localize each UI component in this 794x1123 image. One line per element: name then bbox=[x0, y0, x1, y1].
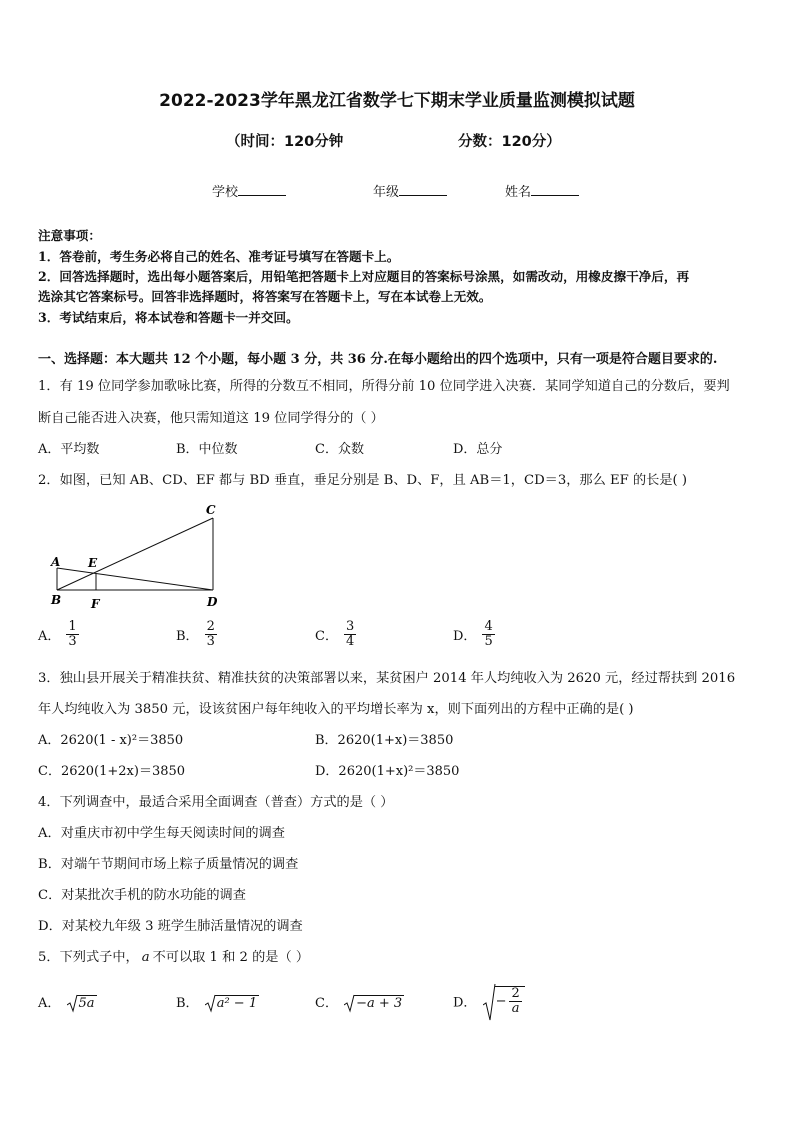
grade-label: 年级 bbox=[373, 185, 400, 200]
q2-figure bbox=[40, 498, 240, 616]
q5-option-b: B． a² − 1 bbox=[176, 992, 259, 1011]
q2-line1: 2．如图，已知 AB、CD、EF 都与 BD 垂直，垂足分别是 B、D、F，且 AB＝1，CD＝3，那么 EF 的长是( ) bbox=[38, 473, 687, 488]
sqrt-icon bbox=[205, 994, 216, 1014]
label-e: E bbox=[88, 556, 98, 570]
q1-option-b: B．中位数 bbox=[176, 442, 238, 457]
q2-option-d: D． $\frac{4}{5}$ bbox=[453, 619, 493, 649]
note-2b: 选涂其它答案标号。回答非选择题时，将答案写在答题卡上，写在本试卷上无效。 bbox=[38, 289, 492, 304]
name-label: 姓名 bbox=[505, 185, 532, 200]
name-blank bbox=[531, 184, 579, 196]
label-f: F bbox=[91, 597, 100, 611]
q3-line1: 3．独山县开展关于精准扶贫、精准扶贫的决策部署以来，某贫困户 2014 年人均纯收入为 2620 元，经过帮扶到 2016 bbox=[38, 671, 736, 686]
exam-score: 分数：120分） bbox=[458, 134, 561, 150]
q4-option-a: A．对重庆市初中学生每天阅读时间的调查 bbox=[38, 826, 285, 841]
q1-option-a: A．平均数 bbox=[38, 442, 100, 457]
q2-option-a: A． $\frac{1}{3}$ bbox=[38, 619, 77, 649]
q3-option-a: A．2620(1 - x)²＝3850 bbox=[38, 733, 184, 748]
q3-line2: 年人均纯收入为 3850 元，设该贫困户每年纯收入的平均增长率为 x，则下面列出的方程中正确的是( ) bbox=[38, 702, 634, 717]
q5-d-num: 2 bbox=[511, 986, 520, 1001]
q5-a-sqrt bbox=[67, 996, 97, 1011]
q3-option-b: B．2620(1+x)＝3850 bbox=[315, 733, 454, 748]
q5-a-expr: 5a bbox=[78, 996, 95, 1011]
q3-option-c: C．2620(1+2x)＝3850 bbox=[38, 764, 186, 779]
q1-line2: 断自己能否进入决赛，他只需知道这 19 位同学得分的（ ） bbox=[38, 411, 384, 426]
sqrt-icon bbox=[344, 994, 355, 1014]
q5-c-expr: −a + 3 bbox=[356, 996, 403, 1011]
exam-time: （时间：120分钟 bbox=[226, 134, 344, 150]
q5-c-sqrt bbox=[344, 996, 404, 1011]
q5-d-den: a bbox=[511, 1001, 520, 1016]
q1-line1: 1．有 19 位同学参加歌咏比赛，所得的分数互不相同，所得分前 10 位同学进入决赛．某同学知道自己的分数后，要判 bbox=[38, 379, 730, 394]
q5-d-neg: − bbox=[495, 994, 507, 1009]
q5-option-d: D． − $\frac{2}{a}$ bbox=[453, 986, 525, 1016]
school-label: 学校 bbox=[212, 185, 239, 200]
q2-c-num: 3 bbox=[345, 619, 355, 634]
q5-b-sqrt bbox=[205, 996, 259, 1011]
sqrt-icon bbox=[67, 994, 78, 1014]
q5-var: a bbox=[141, 950, 150, 965]
school-field bbox=[212, 181, 286, 200]
q4-line1: 4．下列调查中，最适合采用全面调查（普查）方式的是（ ） bbox=[38, 795, 394, 810]
label-c: C bbox=[206, 503, 216, 517]
q2-d-den: 5 bbox=[484, 634, 493, 649]
grade-field bbox=[373, 181, 447, 200]
q1-option-d: D．总分 bbox=[453, 442, 503, 457]
q3-option-d: D．2620(1+x)²＝3850 bbox=[315, 764, 460, 779]
q2-d-num: 4 bbox=[484, 619, 493, 634]
q4-option-b: B．对端午节期间市场上粽子质量情况的调查 bbox=[38, 857, 299, 872]
q2-a-num: 1 bbox=[68, 619, 77, 634]
q1-option-c: C．众数 bbox=[315, 442, 364, 457]
q2-a-den: 3 bbox=[68, 634, 77, 649]
q2-c-den: 4 bbox=[345, 634, 355, 649]
page-title: 2022-2023学年黑龙江省数学七下期末学业质量监测模拟试题 bbox=[159, 91, 635, 111]
section-heading: 一、选择题：本大题共 12 个小题，每小题 3 分，共 36 分.在每小题给出的四个选项中，只有一项是符合题目要求的. bbox=[38, 352, 718, 367]
q2-b-den: 3 bbox=[206, 634, 215, 649]
name-field bbox=[505, 181, 579, 200]
q5-option-c: C． −a + 3 bbox=[315, 992, 404, 1011]
q4-option-c: C．对某批次手机的防水功能的调查 bbox=[38, 888, 246, 903]
notes-heading: 注意事项： bbox=[38, 228, 101, 243]
note-2a: 2．回答选择题时，选出每小题答案后，用铅笔把答题卡上对应题目的答案标号涂黑，如需改动，用橡皮擦干净后，再 bbox=[38, 269, 690, 284]
grade-blank bbox=[399, 184, 447, 196]
label-d: D bbox=[207, 595, 218, 609]
q5-d-sqrt bbox=[483, 986, 525, 1016]
label-b: B bbox=[51, 593, 62, 607]
note-3: 3．考试结束后，将本试卷和答题卡一并交回。 bbox=[38, 310, 299, 325]
note-1: 1．答卷前，考生务必将自己的姓名、准考证号填写在答题卡上。 bbox=[38, 249, 400, 264]
q5-option-a: A． 5a bbox=[38, 992, 97, 1011]
q5-b-expr: a² − 1 bbox=[216, 996, 258, 1011]
q4-option-d: D．对某校九年级 3 班学生肺活量情况的调查 bbox=[38, 919, 303, 934]
q5-line1: 5．下列式子中， a 不可以取 1 和 2 的是（ ） bbox=[38, 950, 310, 965]
q2-option-c: C． $\frac{3}{4}$ bbox=[315, 619, 355, 649]
q2-b-num: 2 bbox=[206, 619, 215, 634]
label-a: A bbox=[51, 555, 61, 569]
sqrt-icon bbox=[483, 983, 496, 1023]
q2-option-b: B． $\frac{2}{3}$ bbox=[176, 619, 215, 649]
school-blank bbox=[238, 184, 286, 196]
